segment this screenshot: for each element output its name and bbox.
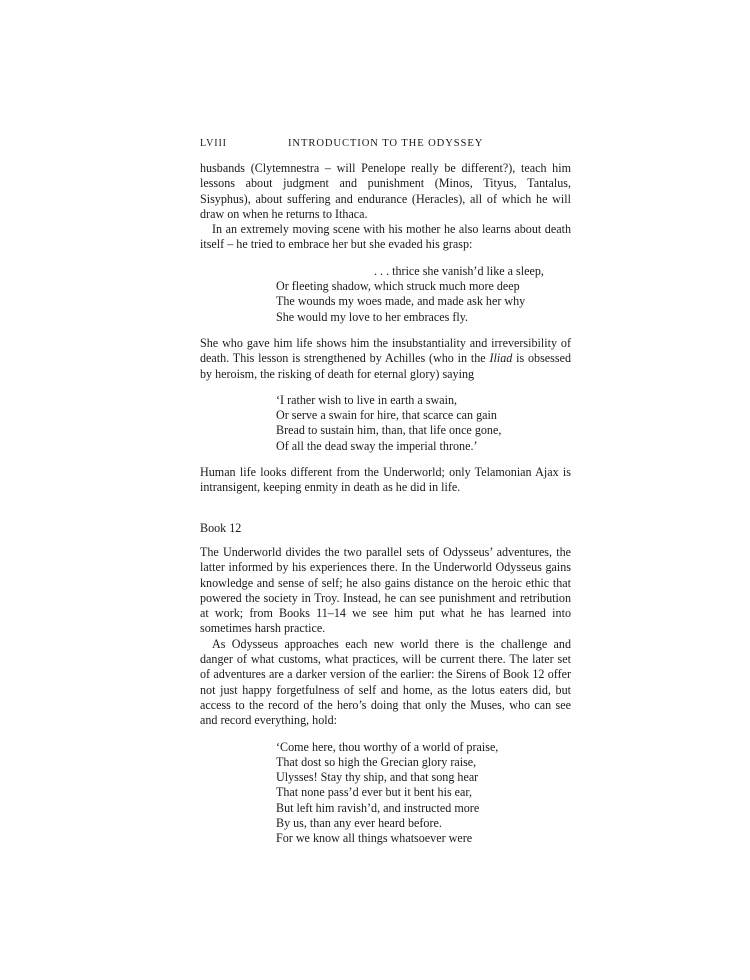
page-number: LVIII [200,138,227,149]
book-page [200,136,571,858]
section-heading: Book 12 [200,520,242,535]
paragraph-1: husbands (Clytemnestra – will Penelope really be different?), teach him lessons about judgment and punishment (Minos, Tityus, Tantalus, Sisyphus), about suffering and endurance (Heracles), all of which he will draw on when he returns to Ithaca. [200,161,571,221]
paragraph-6: As Odysseus approaches each new world there is the challenge and danger of what customs, what practices, will be current there. The later set of adventures are a darker version of the earlier: the Sirens of Book 12 offer not just happy forgetfulness of self and home, as the lotus eaters did, but access to the record of the hero’s doing that only the Muses, who can see and record everything, hold: [200,636,571,728]
verse-line: She would my love to her embraces fly. [276,309,468,324]
paragraph-3-text-a: She who gave him life shows him the insubstantiality and irreversibility of death. This lesson is strengthened by Achilles (who in the [200,335,571,366]
verse-line: Of all the dead sway the imperial throne.’ [276,438,478,453]
verse-line: By us, than any ever heard before. [276,815,442,830]
verse-line: The wounds my woes made, and made ask her why [276,294,526,309]
verse-line: Ulysses! Stay thy ship, and that song hear [276,770,479,785]
verse-line: Or fleeting shadow, which struck much more deep [276,279,520,294]
verse-line: For we know all things whatsoever were [276,831,473,846]
paragraph-5: The Underworld divides the two parallel sets of Odysseus’ adventures, the latter informed by his experiences there. In the Underworld Odysseus gains knowledge and sense of self; he also gains distance on the heroic ethic that powered the society in Troy. Instead, he can see punishment and retribution at work; from Books 11–14 we see him put what he has learned into sometimes harsh practice. [200,544,571,636]
running-head [200,136,571,151]
verse-quote-3 [200,740,571,847]
iliad-title: Iliad [489,351,513,366]
verse-line: ‘I rather wish to live in earth a swain, [276,392,458,407]
verse-line: But left him ravish’d, and instructed more [276,800,480,815]
paragraph-4: Human life looks different from the Underworld; only Telamonian Ajax is intransigent, keeping enmity in death as he did in life. [200,465,571,495]
verse-quote-2 [200,393,571,454]
verse-line: Or serve a swain for hire, that scarce can gain [276,408,497,423]
verse-line: ‘Come here, thou worthy of a world of praise, [276,739,499,754]
running-head-title: INTRODUCTION TO THE ODYSSEY [288,138,484,149]
paragraph-3-text-b: is obsessed by heroism, the risking of death for eternal glory) saying [200,351,571,381]
verse-line: . . . thrice she vanish’d like a sleep, [374,263,544,278]
verse-line: Bread to sustain him, than, that life once gone, [276,423,502,438]
verse-quote-1 [200,264,571,325]
verse-line: That none pass’d ever but it bent his ear, [276,785,472,800]
verse-line: That dost so high the Grecian glory raise, [276,754,477,769]
paragraph-3 [200,336,571,382]
paragraph-2: In an extremely moving scene with his mother he also learns about death itself – he tried to embrace her but she evaded his grasp: [200,222,571,252]
